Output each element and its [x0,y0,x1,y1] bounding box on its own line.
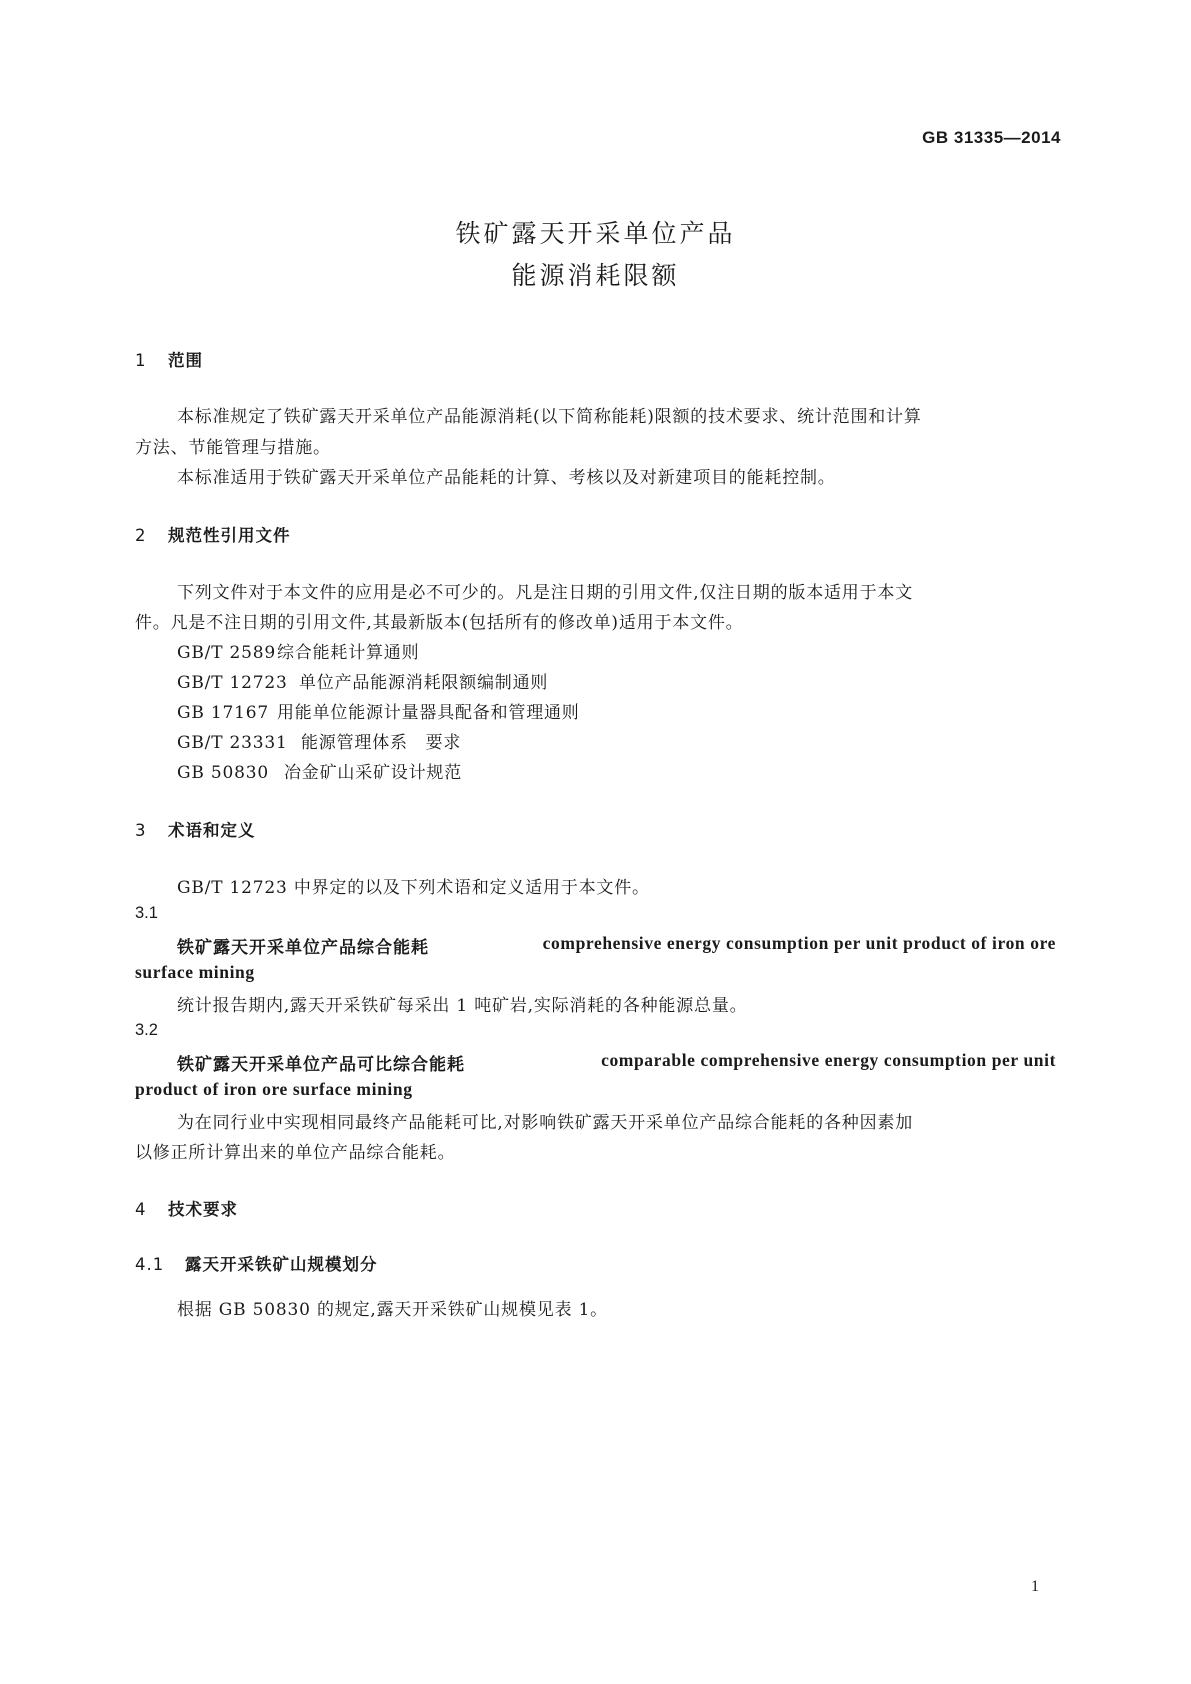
term-number: 3.1 [135,904,158,922]
reference-item [177,698,580,723]
section-3-intro: GB/T 12723 中界定的以及下列术语和定义适用于本文件。 [177,878,650,898]
term-chinese: 铁矿露天开采单位产品综合能耗 [177,938,429,958]
reference-title: 单位产品能源消耗限额编制通则 [299,673,549,693]
reference-item [177,668,548,693]
term-english: comprehensive energy consumption per unit product of iron ore [542,933,1056,953]
section-4-heading [135,1196,238,1220]
section-number: 1 [135,351,147,370]
reference-item [177,728,461,753]
reference-code: GB 17167 [177,703,269,723]
reference-title: 能源管理体系 要求 [301,733,462,753]
subsection-title: 露天开采铁矿山规模划分 [185,1255,378,1274]
term-heading [177,1050,1056,1075]
term-definition: 统计报告期内,露天开采铁矿每采出 1 吨矿岩,实际消耗的各种能源总量。 [177,996,748,1016]
section-title: 规范性引用文件 [168,526,291,545]
section-1-paragraph-1-line-2: 方法、节能管理与措施。 [135,438,331,458]
reference-code: GB/T 23331 [177,733,288,753]
reference-title: 用能单位能源计量器具配备和管理通则 [277,703,580,723]
subsection-4-1-paragraph: 根据 GB 50830 的规定,露天开采铁矿山规模见表 1。 [177,1300,608,1320]
reference-title: 冶金矿山采矿设计规范 [284,763,462,783]
reference-code: GB/T 12723 [177,673,288,693]
section-2-paragraph-line-2: 件。凡是不注日期的引用文件,其最新版本(包括所有的修改单)适用于本文件。 [135,613,744,633]
term-english: comparable comprehensive energy consumption per unit [601,1050,1056,1070]
section-title: 术语和定义 [168,821,256,840]
section-number: 3 [135,821,147,840]
term-number: 3.2 [135,1021,158,1039]
reference-item [177,638,419,663]
section-2-paragraph-line-1: 下列文件对于本文件的应用是必不可少的。凡是注日期的引用文件,仅注日期的版本适用于本文 [177,583,914,603]
reference-code: GB/T 2589 [177,643,277,663]
section-title: 范围 [168,351,203,370]
section-number: 4 [135,1200,147,1219]
term-english-continued: product of iron ore surface mining [135,1079,413,1099]
reference-title: 综合能耗计算通则 [277,643,420,663]
section-2-heading [135,522,291,546]
term-definition-line-2: 以修正所计算出来的单位产品综合能耗。 [135,1143,456,1163]
document-title-line1: 铁矿露天开采单位产品 [455,219,736,248]
term-chinese: 铁矿露天开采单位产品可比综合能耗 [177,1055,465,1075]
section-1-paragraph-2: 本标准适用于铁矿露天开采单位产品能耗的计算、考核以及对新建项目的能耗控制。 [177,468,836,488]
document-title-line2: 能源消耗限额 [511,261,680,290]
subsection-4-1-heading [135,1251,378,1275]
subsection-number: 4.1 [135,1255,165,1274]
term-english-continued: surface mining [135,962,255,982]
section-1-heading [135,347,203,371]
section-title: 技术要求 [168,1200,238,1219]
term-heading [177,933,1056,958]
section-3-heading [135,817,256,841]
term-definition-line-1: 为在同行业中实现相同最终产品能耗可比,对影响铁矿露天开采单位产品综合能耗的各种因素加 [177,1113,914,1133]
standard-code: GB 31335—2014 [922,128,1061,147]
reference-item [177,758,462,783]
reference-code: GB 50830 [177,763,269,783]
section-1-paragraph-1-line-1: 本标准规定了铁矿露天开采单位产品能源消耗(以下简称能耗)限额的技术要求、统计范围和计算 [177,407,922,427]
page-number: 1 [1031,1578,1039,1595]
section-number: 2 [135,526,147,545]
